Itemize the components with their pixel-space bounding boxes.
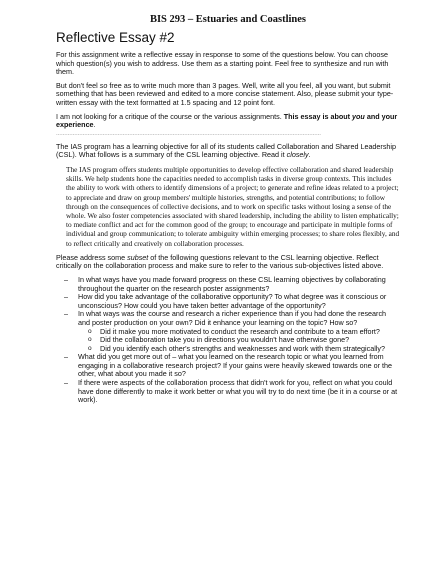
sub-list-item: o Did it make you more motivated to conduct the research and contribute to a team effort? bbox=[88, 328, 400, 337]
list-item: – In what ways was the course and research a richer experience than if you had done the research and poster production on your own? Did it enhance your learning on the topic? How so? o Did it make you more motivated to conduct the research and contribute to a team effort? o Did the collaboration take you in directions you wouldn't have otherwise gone? o Did you identify each other's strengths and weaknesses and work with them strategically? bbox=[64, 310, 400, 353]
dotted-divider: …………………………………………………………………………………………………………………………………………… bbox=[56, 131, 321, 137]
sub-question-list bbox=[78, 328, 400, 354]
intro-paragraph-2: But don't feel so free as to write much more than 3 pages. Well, write all you feel, all you want, but submit something that has been reviewed and edited to a more concise statement. Also, please submit your type-written essay with the text formatted at 1.5 spacing and 12 point font. bbox=[56, 80, 394, 107]
essay-title: Reflective Essay #2 bbox=[56, 30, 175, 45]
intro-paragraph-1: For this assignment write a reflective essay in response to some of the questions below. You can choose which question(s) you wish to address. Use them as a starting point. Feel free to synthesize and run with them. bbox=[56, 50, 389, 77]
sub-list-item: o Did you identify each other's strengths and weaknesses and work with them strategically? bbox=[88, 345, 400, 354]
questions-intro: Please address some subset of the following questions relevant to the CSL learning objective. Reflect critically on the collaboration process and make sure to refer to the various sub-objectives listed above. bbox=[56, 252, 384, 271]
list-item: – In what ways have you made forward progress on these CSL learning objectives by collaborating throughout the quarter on the research poster assignments? bbox=[64, 276, 400, 293]
list-item: – If there were aspects of the collaboration process that didn't work for you, reflect on what you could have done differently to make it work better or what you will try to do next time (be it in a course or at work). bbox=[64, 379, 400, 405]
sub-list-item: o Did the collaboration take you in directions you wouldn't have otherwise gone? bbox=[88, 336, 400, 345]
question-list bbox=[56, 276, 400, 405]
course-header: BIS 293 – Estuaries and Coastlines bbox=[149, 14, 307, 25]
list-item: – How did you take advantage of the collaborative opportunity? To what degree was it conscious or unconscious? How could you have taken better advantage of the opportunity? bbox=[64, 293, 400, 310]
csl-objective-quote: The IAS program offers students multiple opportunities to develop effective collaboration and shared leadership skills. We help students hone the capacities needed to accomplish tasks in diverse group contexts. This includes the ability to work with others to identify dimensions of a project; to generate and refine ideas related to a project; to appreciate and draw on group members' multiple histories, strengths, and potential contributions; to follow through on the consequences of collective decisions, and to work on specific tasks without losing a sense of the whole. We also foster competencies associated with shared leadership, including the ability to listen emphatically; to mediate conflict and act for the common good of the group; to encourage and participate in multiple forms of individual and group communication; to tolerate ambiguity within emerging processes; to share roles flexibly, and to reflect critically and creatively on collaboration processes. bbox=[66, 164, 400, 248]
intro-paragraph-3: I am not looking for a critique of the course or the various assignments. This essay is about you and your experience. bbox=[56, 111, 398, 130]
list-item: – What did you get more out of – what you learned on the research topic or what you learned from engaging in a collaborative research project? If your gains were heavily skewed towards one or the other, what about you made it so? bbox=[64, 353, 400, 379]
csl-paragraph: The IAS program has a learning objective for all of its students called Collaboration and Shared Leadership (CSL). What follows is a summary of the CSL learning objective. Read it closely. bbox=[56, 141, 397, 160]
